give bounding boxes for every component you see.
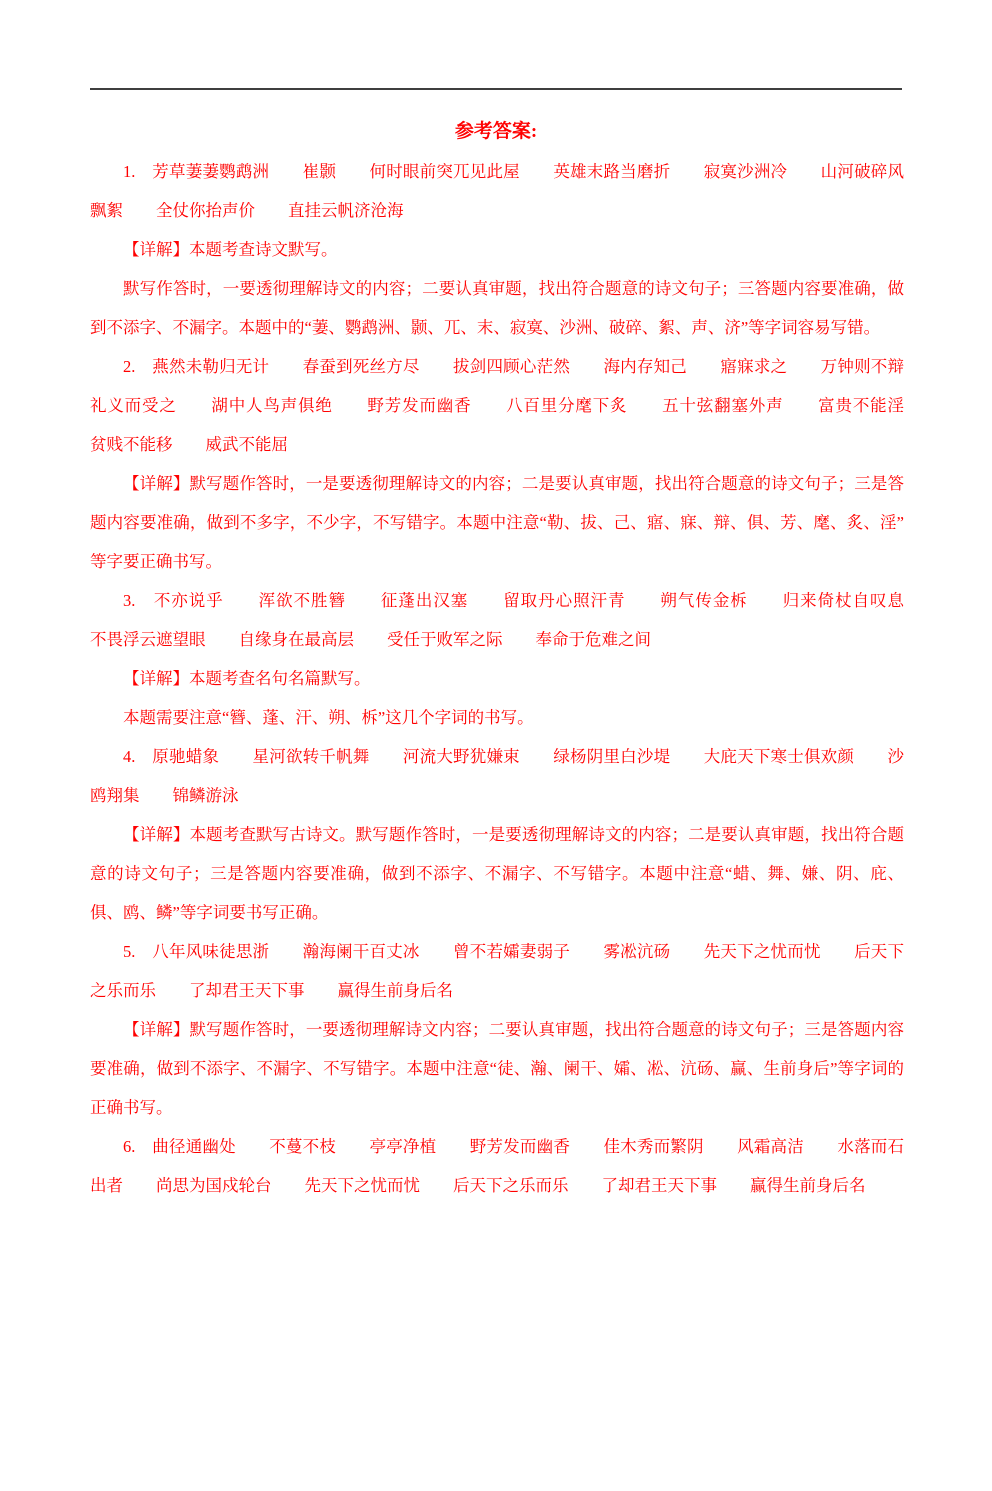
detail-paragraph: 默写作答时，一要透彻理解诗文的内容；二要认真审题，找出符合题意的诗文句子；三答题内容要准确，做到不添字、不漏字。本题中的“萋、鹦鹉洲、颢、兀、末、寂寞、沙洲、破碎、絮、声、济”等字词容易写错。 <box>90 279 904 337</box>
detail-paragraph: 【详解】本题考查名句名篇默写。 <box>123 669 371 688</box>
detail-paragraph: 本题需要注意“簪、蓬、汗、朔、柝”这几个字词的书写。 <box>123 708 534 727</box>
answer-item-5: 5. 八年风味徒思浙 瀚海阑干百丈冰 曾不若孀妻弱子 雾凇沆砀 先天下之忧而忧 后天下之乐而乐 了却君王天下事 赢得生前身后名 <box>90 942 904 1000</box>
detail-paragraph: 【详解】默写题作答时，一要透彻理解诗文内容；二要认真审题，找出符合题意的诗文句子；三是答题内容要准确，做到不添字、不漏字、不写错字。本题中注意“徒、瀚、阑干、孀、凇、沆砀、赢、生前身后”等字词的正确书写。 <box>90 1020 904 1117</box>
detail-paragraph: 【详解】本题考查默写古诗文。默写题作答时，一是要透彻理解诗文的内容；二是要认真审题，找出符合题意的诗文句子；三是答题内容要准确，做到不添字、不漏字、不写错字。本题中注意“蜡、舞、嫌、阴、庇、俱、鸥、鳞”等字词要书写正确。 <box>90 825 904 922</box>
answer-item-4: 4. 原驰蜡象 星河欲转千帆舞 河流大野犹嫌束 绿杨阴里白沙堤 大庇天下寒士俱欢颜 沙鸥翔集 锦鳞游泳 <box>90 747 904 805</box>
detail-paragraph: 【详解】默写题作答时，一是要透彻理解诗文的内容；二是要认真审题，找出符合题意的诗文句子；三是答题内容要准确，做到不多字，不少字，不写错字。本题中注意“勒、拔、己、寤、寐、辩、俱、芳、麾、炙、淫”等字要正确书写。 <box>90 474 904 571</box>
page-header-rule <box>90 88 902 90</box>
document-page <box>0 88 992 1491</box>
answer-item-3: 3. 不亦说乎 浑欲不胜簪 征蓬出汉塞 留取丹心照汗青 朔气传金柝 归来倚杖自叹息 不畏浮云遮望眼 自缘身在最高层 受任于败军之际 奉命于危难之间 <box>90 591 937 649</box>
detail-paragraph: 【详解】本题考查诗文默写。 <box>123 240 338 259</box>
answers-list <box>90 152 937 1205</box>
answer-item-2: 2. 燕然未勒归无计 春蚕到死丝方尽 拔剑四顾心茫然 海内存知己 寤寐求之 万钟则不辩礼义而受之 湖中人鸟声俱绝 野芳发而幽香 八百里分麾下炙 五十弦翻塞外声 富贵不能淫 贫贱不能移 威武不能屈 <box>90 357 937 454</box>
page-title: 参考答案: <box>454 121 538 142</box>
answer-item-1: 1. 芳草萋萋鹦鹉洲 崔颢 何时眼前突兀见此屋 英雄末路当磨折 寂寞沙洲冷 山河破碎风飘絮 全仗你抬声价 直挂云帆济沧海 <box>90 162 904 220</box>
answer-item-6: 6. 曲径通幽处 不蔓不枝 亭亭净植 野芳发而幽香 佳木秀而繁阴 风霜高洁 水落而石出者 尚思为国戍轮台 先天下之忧而忧 后天下之乐而乐 了却君王天下事 赢得生前身后名 <box>90 1137 904 1195</box>
